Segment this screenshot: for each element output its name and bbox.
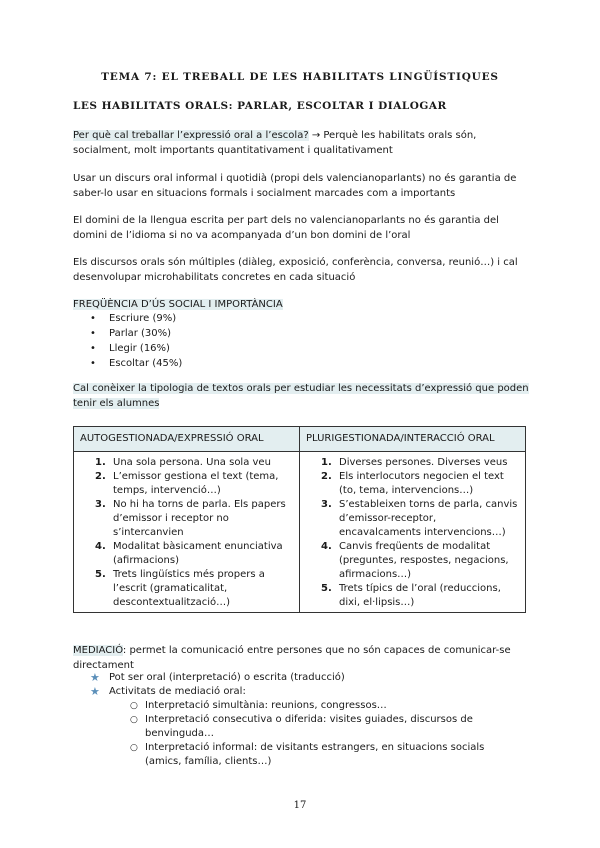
table-header bbox=[74, 427, 525, 452]
chapter-title: TEMA 7: EL TREBALL DE LES HABILITATS LINGÜÍSTIQUES bbox=[101, 71, 499, 83]
list-item: ○ Interpretació informal: de visitants estrangers, en situacions socials (amics, família, clients…) bbox=[130, 742, 485, 767]
list-item: • Escoltar (45%) bbox=[90, 358, 183, 369]
list-item: 2. L’emissor gestiona el text (tema, temps, intervenció…) bbox=[95, 471, 279, 496]
list-item: ★ Activitats de mediació oral: bbox=[90, 685, 246, 698]
list-item: 5. Trets lingüístics més propers a l’escrit (gramaticalitat, descontextualització…) bbox=[95, 569, 265, 608]
table-body bbox=[74, 452, 525, 613]
mediation-list bbox=[73, 671, 533, 769]
oral-typology-table bbox=[73, 426, 526, 613]
list-item: 5. Trets típics de l’oral (reduccions, dixi, el·lipsis…) bbox=[321, 583, 501, 608]
star-icon: ★ bbox=[90, 671, 100, 684]
bullet-icon: • bbox=[90, 313, 96, 324]
list-item: 1. Diverses persones. Diverses veus bbox=[321, 457, 508, 468]
paragraph-why-oral bbox=[73, 128, 533, 158]
paragraph-multiple-discourses: Els discursos orals són múltiples (diàleg, exposició, conferència, conversa, reunió…) i cal desenvolupar microhabilitats concretes en cada situació bbox=[73, 257, 518, 283]
bullet-icon: • bbox=[90, 328, 96, 339]
circle-bullet-icon: ○ bbox=[130, 701, 138, 711]
page-number: 17 bbox=[293, 800, 307, 811]
column-plurigestionada bbox=[300, 452, 525, 613]
list-item: • Llegir (16%) bbox=[90, 343, 170, 354]
highlighted-question: Per què cal treballar l’expressió oral a l’escola? bbox=[73, 130, 309, 141]
list-item: ★ Pot ser oral (interpretació) o escrita (traducció) bbox=[90, 671, 345, 684]
paragraph-written-language: El domini de la llengua escrita per part dels no valencianoparlants no és garantia del domini de l’idioma si no va acompanyada d’un bon domini de l’oral bbox=[73, 215, 499, 241]
mediation-paragraph bbox=[73, 643, 533, 673]
column-autogestionada bbox=[74, 452, 300, 613]
typology-text: Cal conèixer la tipologia de textos orals per estudiar les necessitats d’expressió que poden tenir els alumnes bbox=[73, 383, 529, 409]
bullet-icon: • bbox=[90, 358, 96, 369]
section-heading: LES HABILITATS ORALS: PARLAR, ESCOLTAR I DIALOGAR bbox=[73, 100, 447, 112]
mediation-label: MEDIACIÓ bbox=[73, 645, 123, 656]
frequency-list bbox=[73, 311, 533, 371]
list-item: 4. Canvis freqüents de modalitat (preguntes, respostes, negacions, afirmacions…) bbox=[321, 541, 509, 580]
list-item: ○ Interpretació consecutiva o diferida: visites guiades, discursos de benvinguda… bbox=[130, 714, 473, 739]
list-item: 3. S’estableixen torns de parla, canvis d’emissor-receptor, encavalcaments intervencions…) bbox=[321, 499, 518, 538]
list-item: • Escriure (9%) bbox=[90, 313, 177, 324]
answer-text: → Perquè les habilitats orals són, socialment, molt importants quantitativament i qualitativament bbox=[73, 130, 477, 156]
frequency-label-line bbox=[73, 297, 533, 312]
typology-line bbox=[73, 381, 533, 411]
circle-bullet-icon: ○ bbox=[130, 743, 138, 753]
list-item: • Parlar (30%) bbox=[90, 328, 172, 339]
frequency-label: FREQÜÈNCIA D’ÚS SOCIAL I IMPORTÀNCIA bbox=[73, 299, 283, 310]
star-icon: ★ bbox=[90, 685, 100, 698]
list-item: 3. No hi ha torns de parla. Els papers d’emissor i receptor no s’intercanvien bbox=[95, 499, 286, 538]
list-item: 2. Els interlocutors negocien el text (to, tema, intervencions…) bbox=[321, 471, 504, 496]
list-item: ○ Interpretació simultània: reunions, congressos… bbox=[130, 700, 387, 711]
circle-bullet-icon: ○ bbox=[130, 715, 138, 725]
header-autogestionada: AUTOGESTIONADA/EXPRESSIÓ ORAL bbox=[74, 427, 300, 451]
bullet-icon: • bbox=[90, 343, 96, 354]
paragraph-informal-discourse: Usar un discurs oral informal i quotidià (propi dels valencianoparlants) no és garantia de saber-lo usar en situacions formals i socialment marcades com a importants bbox=[73, 173, 517, 199]
list-item: 4. Modalitat bàsicament enunciativa (afirmacions) bbox=[95, 541, 283, 566]
mediation-definition: : permet la comunicació entre persones que no són capaces de comunicar-se directament bbox=[73, 645, 511, 671]
header-plurigestionada: PLURIGESTIONADA/INTERACCIÓ ORAL bbox=[306, 433, 495, 444]
list-item: 1. Una sola persona. Una sola veu bbox=[95, 457, 271, 468]
